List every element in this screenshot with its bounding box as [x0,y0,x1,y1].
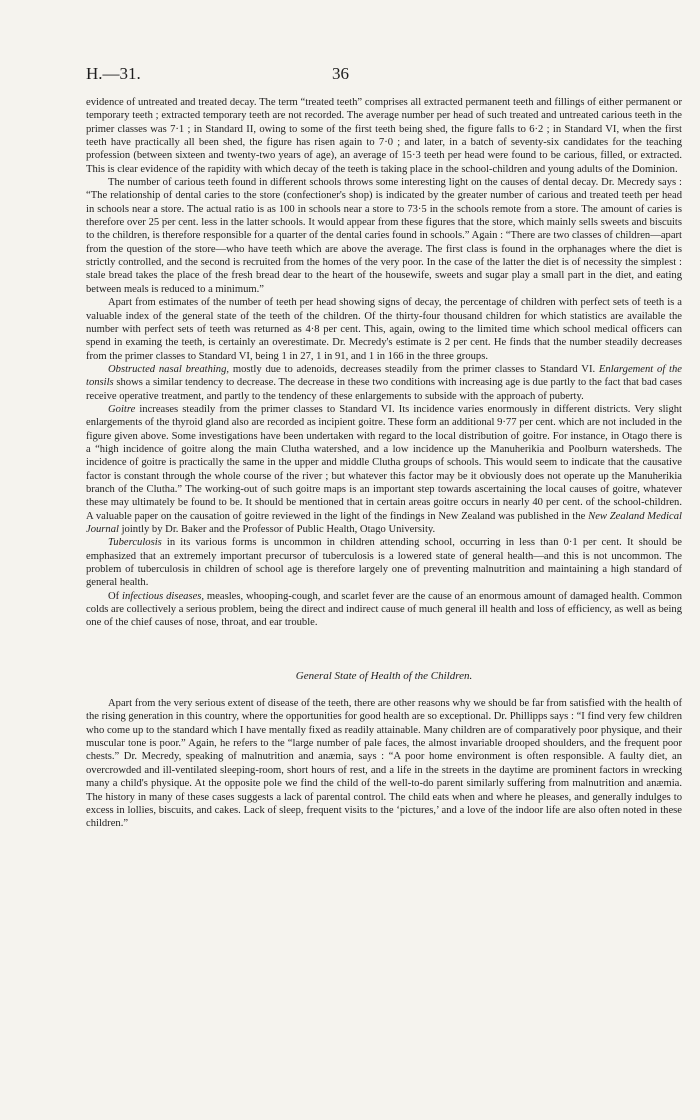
paragraph [86,536,682,589]
italic-run: Obstructed nasal breathing, [108,363,230,375]
document-reference: H.—31. [86,64,141,83]
paragraph [86,296,682,363]
italic-run: Enlargement of the tonsils [86,363,682,389]
text-run: The number of carious teeth found in different schools throws some interesting light on the causes of dental decay. Dr. Mecredy says : “The relationship of dental caries to the store (confectioner's shop) is indicated by the greater number of carious and treated teeth per head in schools near a store. The actual ratio is as 100 in schools near a store to 73·5 in the schools remote from a store. The amount of caries is therefore over 25 per cent. less in the latter schools. It would appear from these figures that the store, which mainly sells sweets and biscuits to the children, is therefore responsible for a quarter of the dental caries found in schools.” Again : “There are two classes of children—apart from the question of the store—who have teeth which are above the average. The first class is found in the orphanages where the diet is strictly controlled, and the second is recruited from the homes of the very poor. In the case of the latter the diet is of necessity the simplest : stale bread takes the place of the fresh bread dear to the heart of the housewife, sweets and sugar play a small part in the diet, and eating between meals is reduced to a minimum.” [86,177,682,295]
text-run: increases steadily from the primer classes to Standard VI. Its incidence varies enormously in different districts. Very slight enlargements of the thyroid gland also are recorded as incipient goitre. These form an additional 9·77 per cent. which are not included in the figure given above. Some investigations have been undertaken with regard to the local distribution of goitre. For instance, in Otago there is a “high incidence of goitre along the main Clutha watershed, and a low incidence up the Manuherikia and Poolburn watersheds. The incidence of goitre is practically the same in the upper and middle Clutha groups of schools. This would seem to indicate that the causative factor is constant through the whole course of the river ; but whatever this factor may be it obviously does not operate up the Manuherikia branch of the Clutha.” The working-out of such goitre maps is an important step towards ascertaining the local causes of goitre, whatever these may ultimately be found to be. It should be mentioned that in certain areas goitre occurs in nearly 40 per cent. of the school-children. A valuable paper on the causation of goitre reviewed in the light of the findings in New Zealand was published in the [86,403,682,522]
paragraph [86,697,682,830]
paragraph-list [86,96,682,630]
italic-run: infectious diseases, [122,590,205,602]
page-header [86,64,620,86]
text-run: Apart from estimates of the number of teeth per head showing signs of decay, the percentage of children with perfect sets of teeth is a valuable index of the general state of the teeth of the children. Of the thirty-four thousand children for which statistics are available the number with perfect sets of teeth was returned as 4·8 per cent. This, again, owing to the limited time which school medical officers can spend in examing the teeth, is certainly an overestimate. Dr. Mecredy's estimate is 2 per cent. He finds that the number steadily decreases from the primer classes to Standard VI, being 1 in 27, 1 in 91, and 1 in 166 in the three groups. [86,297,682,362]
paragraph [86,403,682,536]
text-run: Apart from the very serious extent of disease of the teeth, there are other reasons why we should be far from satisfied with the health of the rising generation in this country, where the opportunities for good health are so exceptional. Dr. Phillipps says : “I find very few children who come up to the standard which I have mentally fixed as readily attainable. Many children are of comparatively poor physique, and their muscular tone is poor.” Again, he refers to the “large number of pale faces, the almost invariable drooped shoulders, and the frequent poor chests.” Dr. Mecredy, speaking of malnutrition and anæmia, says : “A poor home environment is often responsible. A faulty diet, an overcrowded and ill-ventilated sleeping-room, short hours of rest, and a life in the streets in the daytime are prominent factors in wrecking many a child's physique. At the opposite pole we find the child of the well-to-do parent similarly suffering from malnutrition and anæmia. The history in many of these cases suggests a lack of parental control. The child eats when and where he pleases, and generally indulges to excess in lollies, biscuits, and cakes. Lack of sleep, frequent visits to the ‘pictures,’ and a love of the indoor life are also often noted in these children.” [86,698,682,830]
text-run: evidence of untreated and treated decay. The term “treated teeth” comprises all extracted permanent teeth and fillings of either permanent or temporary teeth ; extracted temporary teeth are not recorded. The average number per head of such treated and untreated carious teeth in the primer classes was 7·1 ; in Standard II, owing to some of the first teeth being shed, the figure falls to 6·2 ; in Standard VI, when the first teeth have practically all been shed, the figure has risen again to 7·0 ; and later, in a batch of seventy-six candidates for the teaching profession (between sixteen and twenty-two years of age), an average of 15·3 teeth per head were found to be carious, filled, or extracted. This is clear evidence of the rapidity with which decay of the teeth is taking place in the school-children and young adults of the Dominion. [86,97,682,175]
italic-run: New Zealand Medical Journal [86,510,682,535]
page-number: 36 [332,64,349,83]
paragraph [86,363,682,403]
paragraph [86,176,682,296]
text-run: Of [108,590,123,602]
section-heading: General State of Health of the Children. [295,669,473,682]
text-run: jointly by Dr. Baker and the Professor of Public Health, Otago University. [118,524,436,535]
italic-run: Goitre [108,403,136,415]
paragraph [86,96,682,176]
section-paragraph-list [86,697,682,830]
text-run: in its various forms is uncommon in children attending school, occurring in less than 0·1 per cent. It should be emphasized that an extremely important precursor of tuberculosis is a lowered state of general health—and this is not uncommon. The problem of tuberculosis in children of school age is therefore largely one of preventing malnutrition and maintaining a high standard of general health. [86,537,682,589]
paragraph [86,590,682,630]
italic-run: Tuberculosis [108,537,162,549]
text-run: mostly due to adenoids, decreases steadily from the primer classes to Standard VI. [229,363,599,375]
body-text [86,96,682,831]
text-run: shows a similar tendency to decrease. The decrease in these two conditions with increasing age is due partly to the fact that bad cases receive operative treatment, and partly to the tendency of these enlargements to subside with the approach of puberty. [86,377,682,402]
text-run: measles, whooping-cough, and scarlet fever are the cause of an enormous amount of damaged health. Common colds are collectively a serious problem, being the direct and indirect cause of much general ill health and loss of efficiency, as well as being one of the chief causes of nose, throat, and ear trouble. [86,590,682,629]
